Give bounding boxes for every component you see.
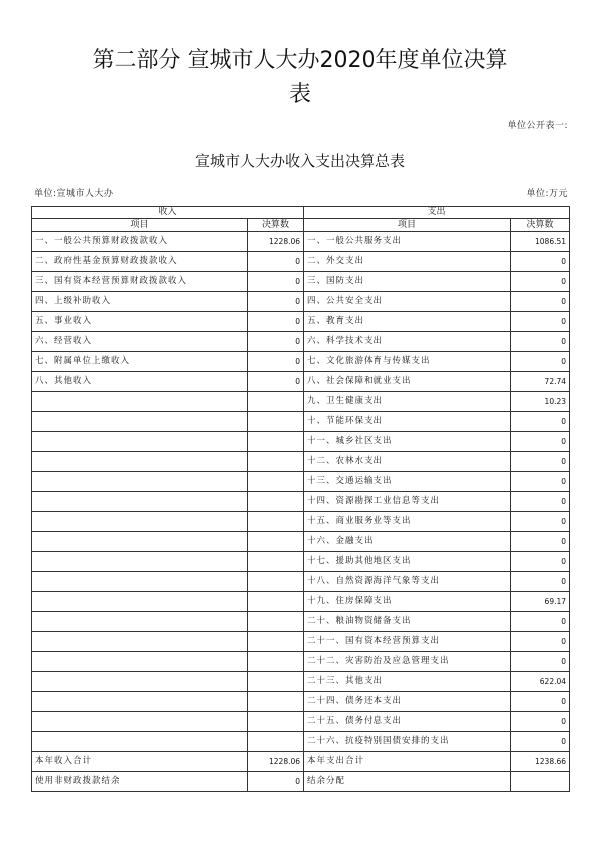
unit-measure-label: 单位:万元 [526,189,568,199]
expense-item-cell: 十七、援助其他地区支出 [304,552,511,572]
income-amount-cell: 0 [248,272,304,292]
expense-item-cell: 八、社会保障和就业支出 [304,372,511,392]
income-item-cell [32,572,248,592]
expense-amount-cell: 0 [511,572,570,592]
expense-amount-cell: 0 [511,252,570,272]
expense-item-header: 项目 [304,219,511,232]
expense-item-cell: 二十三、其他支出 [304,672,511,692]
table-row [32,732,570,752]
expense-amount-cell: 0 [511,332,570,352]
table-row [32,572,570,592]
expense-amount-cell: 72.74 [511,372,570,392]
expense-amount-cell [511,772,570,792]
expense-item-cell: 二十四、债务还本支出 [304,692,511,712]
table-row [32,492,570,512]
income-amount-cell [248,512,304,532]
expense-item-cell: 十八、自然资源海洋气象等支出 [304,572,511,592]
expense-item-cell: 二十二、灾害防治及应急管理支出 [304,652,511,672]
table-row [32,332,570,352]
expense-item-cell: 十、节能环保支出 [304,412,511,432]
expense-item-cell: 二十五、债务付息支出 [304,712,511,732]
income-amount-cell [248,392,304,412]
table-row [32,592,570,612]
income-amount-cell [248,632,304,652]
expense-amount-cell: 1238.66 [511,752,570,772]
table-row [32,412,570,432]
header-row-columns [32,219,570,232]
income-item-cell: 使用非财政拨款结余 [32,772,248,792]
table-code-label: 单位公开表一: [507,121,568,131]
table-row [32,672,570,692]
table-row [32,452,570,472]
expense-amount-cell: 0 [511,412,570,432]
expense-amount-header: 决算数 [511,219,570,232]
table-row [32,632,570,652]
income-item-cell [32,452,248,472]
table-row [32,752,570,772]
income-amount-cell: 0 [248,312,304,332]
income-item-cell [32,392,248,412]
income-item-cell [32,592,248,612]
income-amount-cell: 0 [248,332,304,352]
expense-item-cell: 结余分配 [304,772,511,792]
income-item-cell [32,512,248,532]
income-item-cell: 本年收入合计 [32,752,248,772]
expense-item-cell: 六、科学技术支出 [304,332,511,352]
page-title-continued: 表 [288,82,311,107]
income-item-cell: 二、政府性基金预算财政拨款收入 [32,252,248,272]
income-item-cell [32,672,248,692]
expense-item-cell: 一、一般公共服务支出 [304,232,511,252]
income-amount-cell: 0 [248,292,304,312]
income-item-cell [32,652,248,672]
expense-amount-cell: 0 [511,472,570,492]
table-row [32,272,570,292]
income-amount-cell: 1228.06 [248,752,304,772]
expense-item-cell: 三、国防支出 [304,272,511,292]
expense-item-cell: 十一、城乡社区支出 [304,432,511,452]
income-amount-cell [248,492,304,512]
table-row [32,432,570,452]
table-row [32,312,570,332]
expense-section-header: 支出 [304,207,570,219]
income-item-cell: 四、上级补助收入 [32,292,248,312]
income-amount-cell [248,532,304,552]
expense-amount-cell: 10.23 [511,392,570,412]
income-amount-cell [248,712,304,732]
income-amount-cell [248,572,304,592]
income-item-cell [32,612,248,632]
expense-item-cell: 二十一、国有资本经营预算支出 [304,632,511,652]
expense-amount-cell: 622.04 [511,672,570,692]
table-row [32,352,570,372]
expense-amount-cell: 0 [511,432,570,452]
table-row [32,532,570,552]
income-amount-cell [248,592,304,612]
header-row-sections [32,207,570,219]
expense-item-cell: 二十六、抗疫特别国债安排的支出 [304,732,511,752]
income-amount-cell: 0 [248,772,304,792]
table-subtitle: 宣城市人大办收入支出决算总表 [194,152,405,170]
expense-amount-cell: 1086.51 [511,232,570,252]
expense-amount-cell: 0 [511,512,570,532]
income-amount-cell [248,692,304,712]
table-row [32,772,570,792]
expense-amount-cell: 0 [511,272,570,292]
expense-amount-cell: 0 [511,552,570,572]
expense-item-cell: 五、教育支出 [304,312,511,332]
expense-item-cell: 十三、交通运输支出 [304,472,511,492]
expense-item-cell: 九、卫生健康支出 [304,392,511,412]
table-row [32,612,570,632]
table-row [32,552,570,572]
table-row [32,512,570,532]
expense-amount-cell: 0 [511,632,570,652]
income-item-cell: 三、国有资本经营预算财政拨款收入 [32,272,248,292]
table-row [32,472,570,492]
expense-amount-cell: 0 [511,612,570,632]
expense-amount-cell: 0 [511,492,570,512]
expense-item-cell: 七、文化旅游体育与传媒支出 [304,352,511,372]
income-item-cell: 一、一般公共预算财政拨款收入 [32,232,248,252]
income-amount-cell [248,432,304,452]
expense-amount-cell: 0 [511,312,570,332]
income-amount-cell [248,412,304,432]
expense-amount-cell: 0 [511,532,570,552]
income-item-cell: 七、附属单位上缴收入 [32,352,248,372]
income-amount-cell: 0 [248,372,304,392]
table-row [32,652,570,672]
income-expense-table [31,206,570,792]
income-item-cell: 五、事业收入 [32,312,248,332]
income-amount-cell [248,552,304,572]
income-amount-cell [248,652,304,672]
expense-item-cell: 四、公共安全支出 [304,292,511,312]
income-amount-cell: 0 [248,252,304,272]
income-section-header: 收入 [32,207,304,219]
income-amount-cell: 1228.06 [248,232,304,252]
table-row [32,392,570,412]
expense-item-cell: 十四、资源勘探工业信息等支出 [304,492,511,512]
income-item-cell: 六、经营收入 [32,332,248,352]
income-item-cell: 八、其他收入 [32,372,248,392]
table-row [32,252,570,272]
unit-name-label: 单位:宣城市人大办 [34,189,114,199]
income-item-cell [32,632,248,652]
income-item-cell [32,692,248,712]
expense-amount-cell: 0 [511,692,570,712]
expense-amount-cell: 0 [511,732,570,752]
expense-amount-cell: 0 [511,712,570,732]
expense-item-cell: 二十、粮油物资储备支出 [304,612,511,632]
expense-amount-cell: 69.17 [511,592,570,612]
income-item-cell [32,492,248,512]
income-item-cell [32,412,248,432]
expense-item-cell: 十五、商业服务业等支出 [304,512,511,532]
table-row [32,292,570,312]
income-item-cell [32,712,248,732]
table-row [32,712,570,732]
expense-item-cell: 十九、住房保障支出 [304,592,511,612]
income-amount-cell [248,472,304,492]
income-amount-cell [248,732,304,752]
table-row [32,692,570,712]
income-item-cell [32,432,248,452]
income-item-header: 项目 [32,219,248,232]
income-amount-header: 决算数 [248,219,304,232]
expense-amount-cell: 0 [511,652,570,672]
income-amount-cell [248,452,304,472]
income-item-cell [32,532,248,552]
expense-item-cell: 十六、金融支出 [304,532,511,552]
income-item-cell [32,552,248,572]
income-amount-cell [248,672,304,692]
income-amount-cell [248,612,304,632]
expense-item-cell: 二、外交支出 [304,252,511,272]
expense-amount-cell: 0 [511,452,570,472]
expense-amount-cell: 0 [511,292,570,312]
table-row [32,232,570,252]
income-item-cell [32,732,248,752]
expense-item-cell: 十二、农林水支出 [304,452,511,472]
expense-item-cell: 本年支出合计 [304,752,511,772]
income-amount-cell: 0 [248,352,304,372]
page-title: 第二部分 宣城市人大办2020年度单位决算 [92,48,508,73]
income-item-cell [32,472,248,492]
table-row [32,372,570,392]
expense-amount-cell: 0 [511,352,570,372]
